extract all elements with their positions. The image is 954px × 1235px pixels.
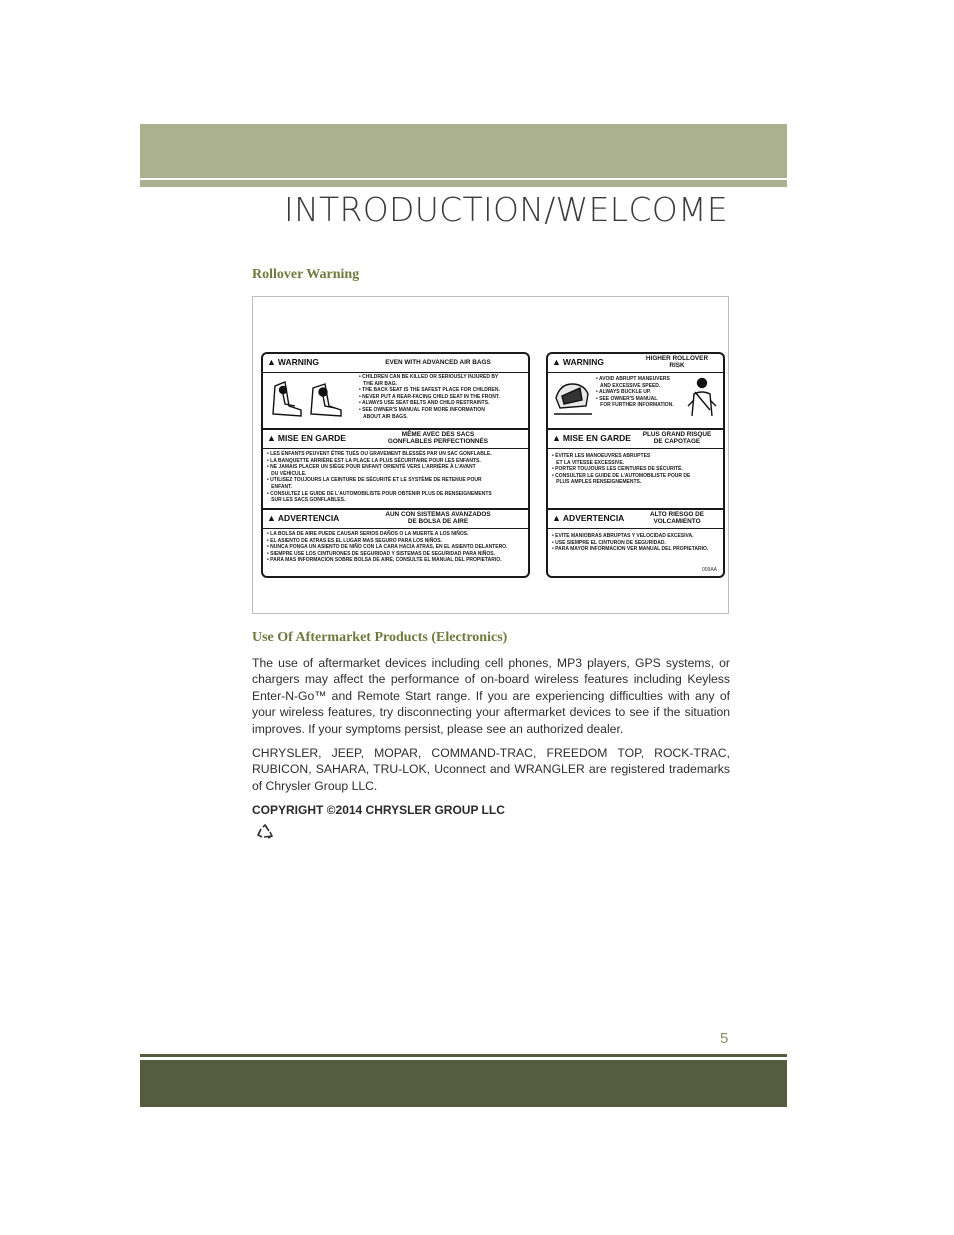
aftermarket-paragraph: The use of aftermarket devices including cell phones, MP3 players, GPS systems, or chargers may affect the performance of on-board wireless features including Keyless Enter-N-Go™ and Remote Start range. If you are experiencing difficulties with any of your wireless features, try disconnecting your aftermarket devices to see if the situation improves. If your symptoms persist, please see an authorized dealer.	[252, 656, 730, 736]
label-subtitle: EVEN WITH ADVANCED AIR BAGS	[385, 359, 491, 366]
chapter-title: INTRODUCTION/WELCOME	[284, 190, 728, 229]
label-header	[263, 354, 528, 373]
label-line: FOR FURTHER INFORMATION.	[596, 402, 674, 409]
label-header	[548, 430, 723, 449]
label-line: • PARA MAS INFORMACION SOBRE BOLSA DE AIRE, CONSULTE EL MANUAL DEL PROPIETARIO.	[267, 557, 502, 564]
label-header	[263, 510, 528, 529]
label-subtitle: PLUS GRAND RISQUE DE CAPOTAGE	[642, 431, 712, 445]
label-header	[548, 354, 723, 373]
label-line: • NEVER PUT A REAR-FACING CHILD SEAT IN THE FRONT.	[359, 393, 500, 400]
label-mise-en-garde-section	[263, 430, 528, 510]
label-line: • SEE OWNER'S MANUAL FOR MORE INFORMATION	[359, 406, 485, 413]
label-line: • ALWAYS USE SEAT BELTS AND CHILD RESTRAINTS.	[359, 400, 490, 407]
label-line: • UTILISEZ TOUJOURS LA CEINTURE DE SÉCURITÉ ET LE SYSTÈME DE RETENUE POUR	[267, 477, 482, 484]
signal-word: ▲ MISE EN GARDE	[552, 433, 631, 443]
label-header	[263, 430, 528, 449]
label-subtitle: MÊME AVEC DES SACS GONFLABLES PERFECTIONNÉS	[387, 431, 489, 445]
label-line: • ALWAYS BUCKLE UP.	[596, 389, 651, 396]
signal-word: ▲ MISE EN GARDE	[267, 433, 346, 443]
label-advertencia-section	[548, 510, 723, 576]
label-text-fr	[263, 449, 528, 504]
rollover-warning-label	[546, 352, 725, 578]
label-warning-section	[263, 354, 528, 430]
signal-word: ▲ WARNING	[267, 357, 320, 367]
airbag-warning-label	[261, 352, 530, 578]
label-text-es	[263, 529, 528, 564]
label-line: • LA BANQUETTE ARRIÈRE EST LA PLACE LA PLUS SÉCURITAIRE POUR LES ENFANTS.	[267, 457, 481, 464]
label-line: • USE SIEMPRE EL CINTURON DE SEGURIDAD.	[552, 539, 666, 546]
label-subtitle: HIGHER ROLLOVER RISK	[645, 355, 709, 369]
label-line: ET LA VITESSE EXCESSIVE.	[552, 459, 625, 466]
child-seat-icon	[267, 376, 347, 418]
label-line: • CHILDREN CAN BE KILLED OR SERIOUSLY INJURED BY	[359, 374, 499, 380]
label-subtitle: ALTO RIESGO DE VOLCAMIENTO	[649, 511, 705, 525]
section-title-aftermarket: Use Of Aftermarket Products (Electronics)	[252, 630, 508, 645]
section-title-rollover: Rollover Warning	[252, 267, 360, 282]
header-rule	[140, 180, 787, 187]
label-line: • LA BOLSA DE AIRE PUEDE CAUSAR SERIOS DAÑOS O LA MUERTE A LOS NIÑOS.	[267, 531, 469, 537]
label-line: • NUNCA PONGA UN ASIENTO DE NIÑO CON LA CARA HACIA ATRAS, EN EL ASIENTO DELANTERO.	[267, 544, 508, 551]
label-line: • EVITE MANIOBRAS ABRUPTAS Y VELOCIDAD EXCESIVA.	[552, 533, 694, 539]
label-part-code: 009AA	[701, 567, 717, 573]
label-text-fr	[548, 449, 723, 486]
label-line: • CONSULTEZ LE GUIDE DE L'AUTOMOBILISTE POUR OBTENIR PLUS DE RENSEIGNEMENTS	[267, 490, 492, 497]
vehicle-rollover-icon	[552, 378, 594, 416]
label-line: AND EXCESSIVE SPEED.	[596, 382, 661, 389]
trademarks-paragraph: CHRYSLER, JEEP, MOPAR, COMMAND-TRAC, FREEDOM TOP, ROCK-TRAC, RUBICON, SAHARA, TRU-LOK, Uconnect and WRANGLER are registered trademarks of Chrysler Group LLC.	[252, 746, 730, 793]
label-line: • PARA MAYOR INFORMACION VER MANUAL DEL PROPIETARIO.	[552, 546, 709, 553]
signal-word: ▲ WARNING	[552, 357, 605, 367]
recycle-icon	[257, 824, 273, 840]
label-line: • THE BACK SEAT IS THE SAFEST PLACE FOR CHILDREN.	[359, 387, 500, 394]
label-text-en	[359, 374, 500, 420]
label-line: • CONSULTER LE GUIDE DE L'AUTOMOBILISTE POUR DE	[552, 472, 691, 479]
label-subtitle: AUN CON SISTEMAS AVANZADOS DE BOLSA DE AIRE	[385, 511, 491, 525]
label-line: DU VÉHICULE.	[267, 470, 307, 477]
warning-triangle-icon: ▲	[267, 513, 276, 523]
label-mise-en-garde-section	[548, 430, 723, 510]
footer-band	[140, 1060, 787, 1107]
label-line: • NE JAMAIS PLACER UN SIÈGE POUR ENFANT ORIENTÉ VERS L'ARRIÈRE À L'AVANT	[267, 464, 476, 471]
label-line: ENFANT.	[267, 483, 293, 490]
warning-triangle-icon: ▲	[552, 433, 561, 443]
header-band	[140, 124, 787, 178]
label-warning-section	[548, 354, 723, 430]
rollover-warning-figure	[252, 296, 729, 614]
label-header	[548, 510, 723, 529]
label-text-es	[548, 529, 723, 553]
label-text-en	[596, 376, 674, 409]
label-line: • AVOID ABRUPT MANEUVERS	[596, 376, 670, 382]
copyright-notice: COPYRIGHT ©2014 CHRYSLER GROUP LLC	[252, 803, 505, 817]
label-advertencia-section	[263, 510, 528, 576]
warning-triangle-icon: ▲	[267, 433, 276, 443]
seat-belt-icon	[686, 376, 718, 418]
label-line: ABOUT AIR BAGS.	[359, 413, 408, 420]
label-line: • SEE OWNER'S MANUAL	[596, 395, 658, 402]
label-line: PLUS AMPLES RENSEIGNEMENTS.	[552, 479, 642, 486]
signal-word: ▲ ADVERTENCIA	[267, 513, 340, 523]
label-line: • SIEMPRE USE LOS CINTURONES DE SEGURIDAD Y SISTEMAS DE SEGURIDAD PARA NIÑOS.	[267, 550, 495, 557]
warning-triangle-icon: ▲	[552, 513, 561, 523]
label-line: • ÉVITER LES MANOEUVRES ABRUPTES	[552, 453, 651, 459]
page-number: 5	[720, 1030, 729, 1047]
label-line: SUR LES SACS GONFLABLES.	[267, 497, 346, 504]
label-line: • PORTER TOUJOURS LES CEINTURES DE SÉCURITÉ.	[552, 466, 683, 473]
signal-word: ▲ ADVERTENCIA	[552, 513, 625, 523]
label-line: THE AIR BAG.	[359, 380, 397, 387]
warning-triangle-icon: ▲	[552, 357, 561, 367]
label-line: • LES ENFANTS PEUVENT ÊTRE TUÉS OU GRAVEMENT BLESSÉS PAR UN SAC GONFLABLE.	[267, 451, 492, 457]
label-line: • EL ASIENTO DE ATRAS ES EL LUGAR MAS SEGURO PARA LOS NIÑOS.	[267, 537, 442, 544]
footer-rule	[140, 1054, 787, 1057]
warning-triangle-icon: ▲	[267, 357, 276, 367]
